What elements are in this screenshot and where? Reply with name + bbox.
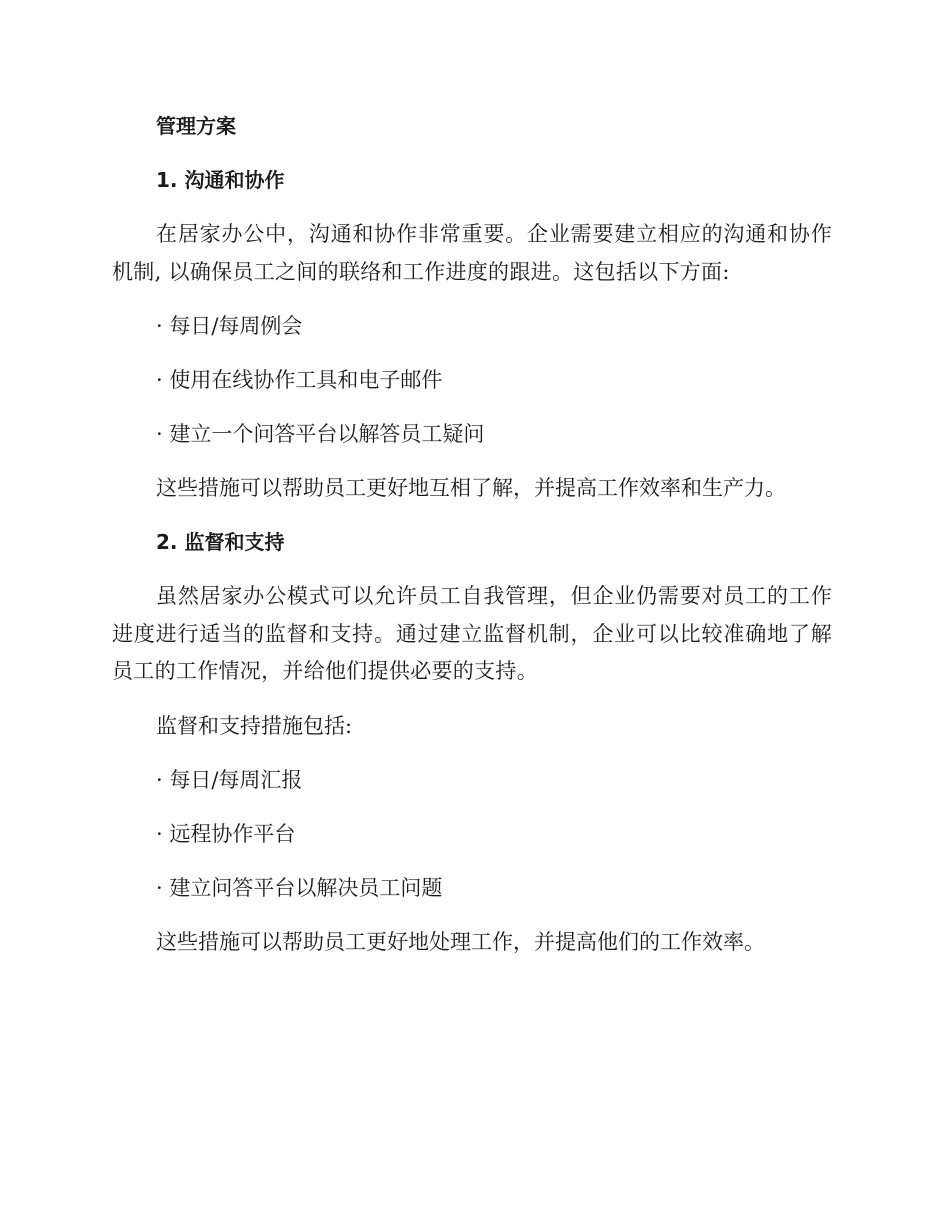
bullet-item: · 每日/每周例会 — [156, 314, 303, 338]
section-heading-supervision: 2. 监督和支持 — [156, 530, 285, 554]
section-intro-paragraph: 在居家办公中，沟通和协作非常重要。企业需要建立相应的沟通和协作机制, 以确保员工之间的联络和工作进度的跟进。这包括以下方面: — [112, 222, 832, 284]
section-conclusion-paragraph: 这些措施可以帮助员工更好地互相了解，并提高工作效率和生产力。 — [156, 476, 786, 500]
section-conclusion-paragraph: 这些措施可以帮助员工更好地处理工作，并提高他们的工作效率。 — [156, 929, 765, 954]
section-intro-paragraph: 虽然居家办公模式可以允许员工自我管理，但企业仍需要对员工的工作进度进行适当的监督和支持。通过建立监督机制，企业可以比较准确地了解员工的工作情况，并给他们提供必要的支持。 — [112, 584, 832, 683]
document-title: 管理方案 — [156, 114, 236, 138]
bullet-item: · 建立一个问答平台以解答员工疑问 — [156, 422, 485, 446]
section-heading-communication: 1. 沟通和协作 — [156, 168, 285, 192]
bullet-item: · 建立问答平台以解决员工问题 — [156, 875, 443, 900]
document-body — [112, 108, 832, 978]
bullet-item: · 远程协作平台 — [156, 821, 296, 846]
section-lead-text: 监督和支持措施包括: — [156, 713, 353, 738]
bullet-item: · 每日/每周汇报 — [156, 767, 303, 792]
bullet-item: · 使用在线协作工具和电子邮件 — [156, 368, 443, 392]
